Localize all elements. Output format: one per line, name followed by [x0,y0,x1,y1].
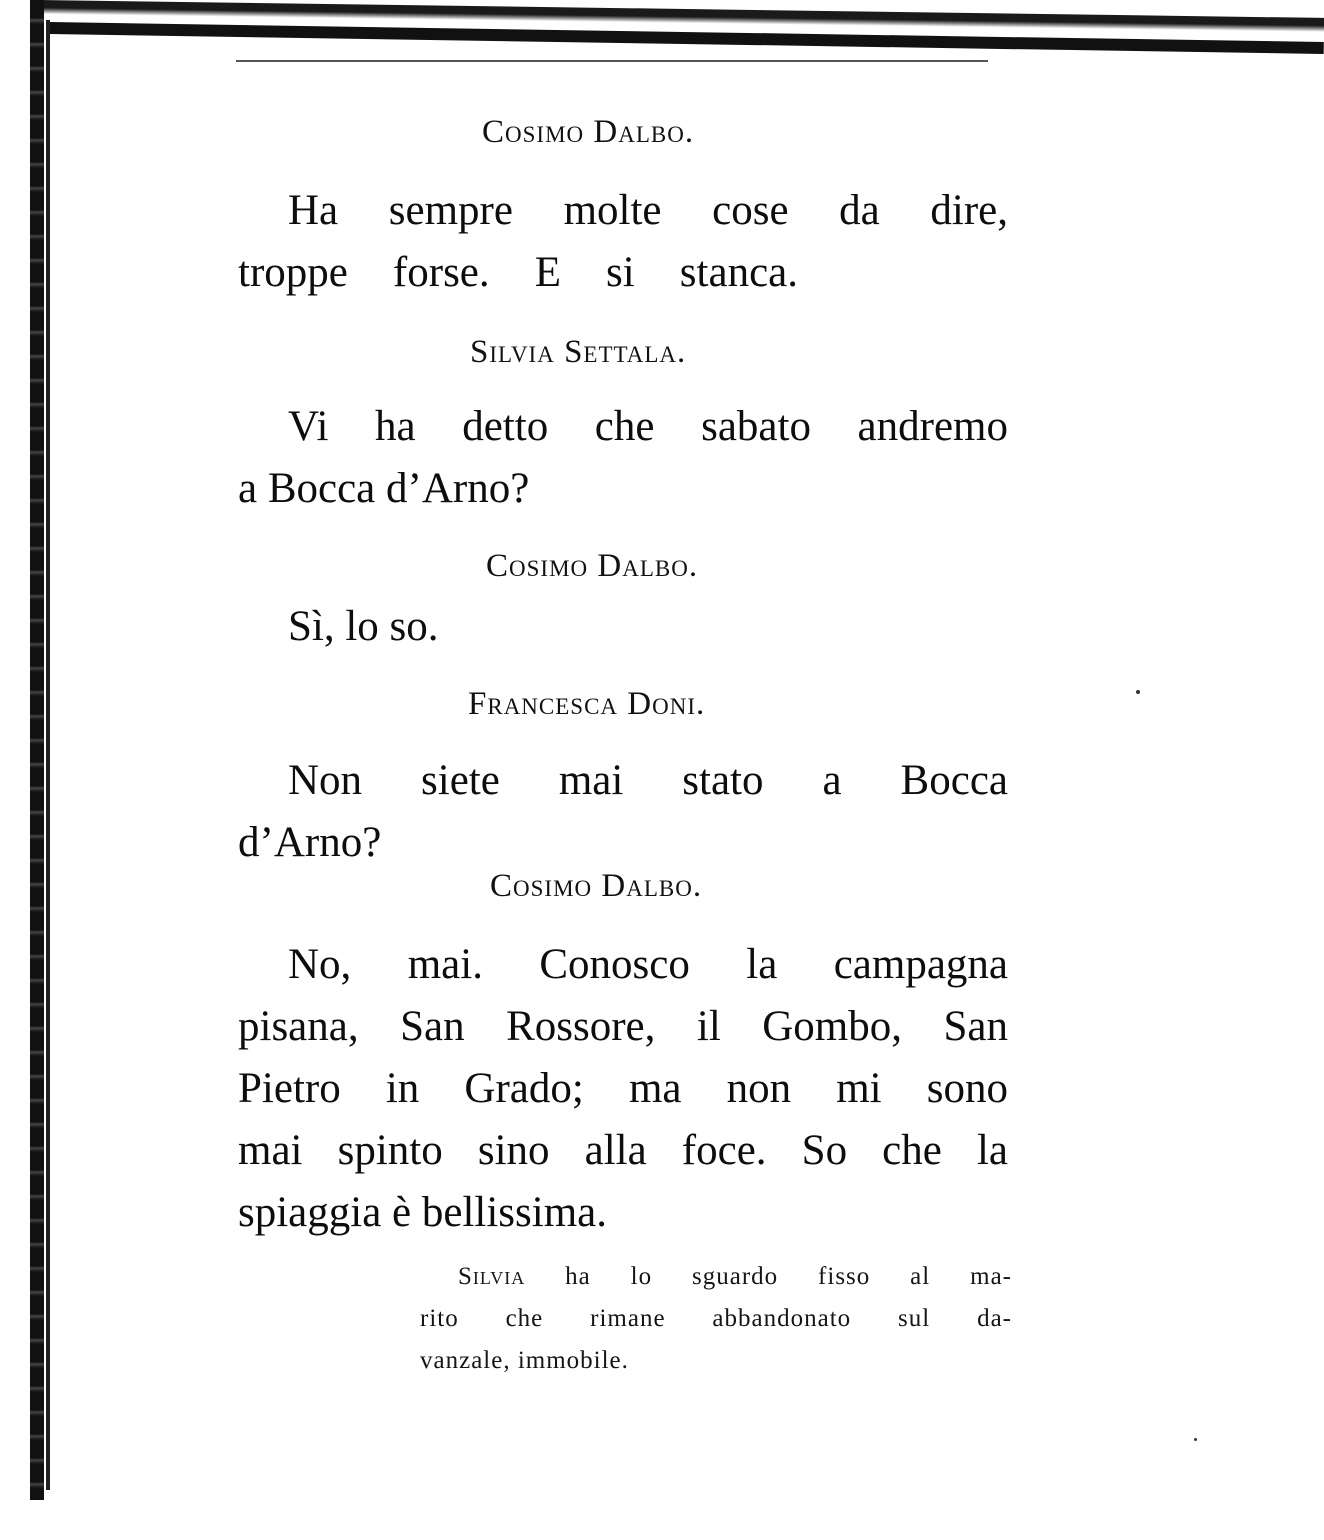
page-left-edge [30,0,44,1500]
dialogue-line: d’Arno? [238,819,382,866]
dialogue-line: Ha sempre molte cose da dire, [288,187,1008,234]
stage-direction-line [458,1258,1012,1296]
speaker-name: Cosimo Dalbo. [486,548,699,584]
dialogue-line: Pietro in Grado; ma non mi sono [238,1065,1008,1112]
dialogue-line: troppe forse. E si stanca. [238,249,798,296]
speaker-name: Francesca Doni. [468,686,706,722]
speaker-name: Cosimo Dalbo. [490,868,703,904]
dialogue-line: mai spinto sino alla foce. So che la [238,1127,1008,1174]
stage-direction-text: ha lo sguardo fisso al ma- [565,1263,1012,1290]
dialogue-line: pisana, San Rossore, il Gombo, San [238,1003,1008,1050]
header-rule [236,60,988,62]
speaker-name: Silvia Settala. [470,334,687,370]
dialogue-line: Vi ha detto che sabato andremo [288,403,1008,450]
dialogue-line: spiaggia è bellissima. [238,1189,608,1236]
scan-speck [1136,690,1140,694]
speaker-name: Cosimo Dalbo. [482,114,695,150]
dialogue-line: Sì, lo so. [288,603,439,650]
stage-direction-line: vanzale, immobile. [420,1347,629,1374]
scan-speck [1194,1438,1197,1441]
stage-direction-character: Silvia [458,1263,526,1290]
dialogue-line: a Bocca d’Arno? [238,465,530,512]
dialogue-line: No, mai. Conosco la campagna [288,941,1008,988]
page-left-border [46,20,50,1490]
dialogue-line: Non siete mai stato a Bocca [288,757,1008,804]
stage-direction-line: rito che rimane abbandonato sul da- [420,1305,1012,1332]
